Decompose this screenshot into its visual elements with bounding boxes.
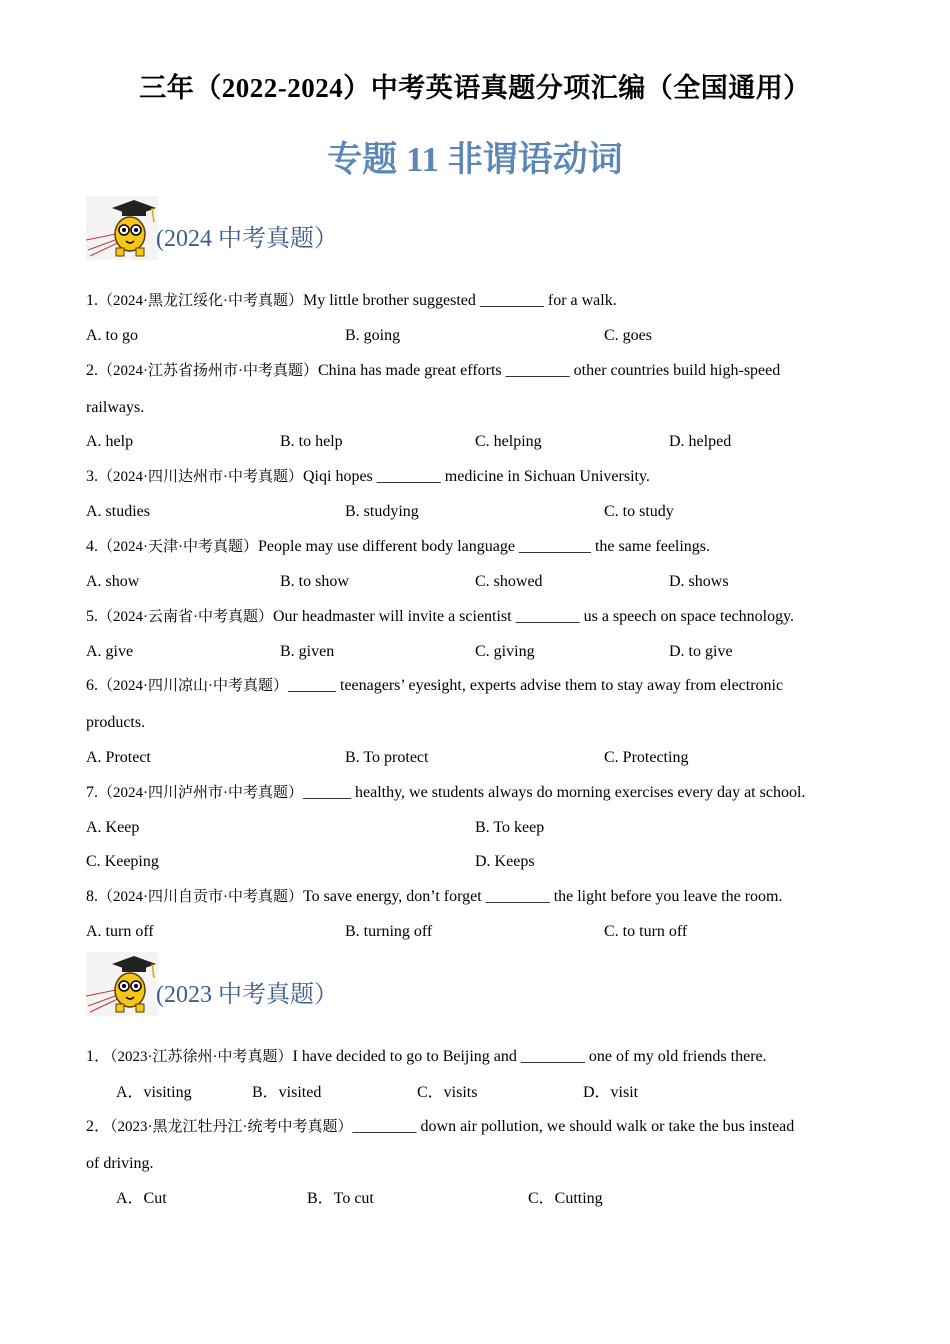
question-stem: 2．（2023·黑龙江牡丹江·统考中考真题）________ down air pollution, we should walk or take the bus instead xyxy=(86,1118,795,1135)
option: B．visited xyxy=(252,1084,322,1101)
document-subtitle: 专题 11 非谓语动词 xyxy=(327,140,623,179)
option: A. to go xyxy=(86,327,138,344)
option: D. Keeps xyxy=(475,853,535,870)
option: B. to show xyxy=(280,573,349,590)
option: D. helped xyxy=(669,433,732,450)
option: B. given xyxy=(280,643,335,660)
option: B. To keep xyxy=(475,819,545,836)
option: B. To protect xyxy=(345,749,429,766)
option: C. to turn off xyxy=(604,923,688,940)
option: C. to study xyxy=(604,503,674,520)
question-stem: 8.（2024·四川自贡市·中考真题）To save energy, don’t forget ________ the light before you leave the room. xyxy=(86,888,783,905)
question-stem: 1．（2023·江苏徐州·中考真题）I have decided to go to Beijing and ________ one of my old friends there. xyxy=(86,1048,767,1065)
option: B. turning off xyxy=(345,923,433,940)
option: B. going xyxy=(345,327,401,344)
option: A. give xyxy=(86,643,134,660)
graduate-mascot-icon xyxy=(86,952,158,1016)
question-stem: 2.（2024·江苏省扬州市·中考真题）China has made great efforts ________ other countries build high-speed xyxy=(86,362,781,379)
option: A. help xyxy=(86,433,134,450)
option: A．visiting xyxy=(116,1084,192,1101)
option: C．visits xyxy=(417,1084,478,1101)
option: A. show xyxy=(86,573,140,590)
question-stem-continued: products. xyxy=(86,714,146,731)
question-stem-continued: railways. xyxy=(86,399,145,416)
option: A. studies xyxy=(86,503,150,520)
option: C. Keeping xyxy=(86,853,159,870)
option: C．Cutting xyxy=(528,1190,603,1207)
graduate-mascot-icon xyxy=(86,196,158,260)
option: B. studying xyxy=(345,503,419,520)
option: C. helping xyxy=(475,433,542,450)
option: A. Protect xyxy=(86,749,151,766)
option: C. showed xyxy=(475,573,543,590)
question-stem: 6.（2024·四川凉山·中考真题）______ teenagers’ eyesight, experts advise them to stay away from electronic xyxy=(86,677,784,694)
option: B．To cut xyxy=(307,1190,374,1207)
question-stem: 4.（2024·天津·中考真题）People may use different body language _________ the same feelings. xyxy=(86,538,711,555)
option: A．Cut xyxy=(116,1190,167,1207)
option: D．visit xyxy=(583,1084,639,1101)
question-stem: 5.（2024·云南省·中考真题）Our headmaster will invite a scientist ________ us a speech on space technology. xyxy=(86,608,795,625)
question-stem: 1.（2024·黑龙江绥化·中考真题）My little brother suggested ________ for a walk. xyxy=(86,292,617,309)
document-title: 三年（2022-2024）中考英语真题分项汇编（全国通用） xyxy=(139,73,811,103)
question-stem-continued: of driving. xyxy=(86,1155,154,1172)
question-stem: 7.（2024·四川泸州市·中考真题）______ healthy, we students always do morning exercises every day at school. xyxy=(86,784,806,801)
option: D. to give xyxy=(669,643,733,660)
option: A. Keep xyxy=(86,819,140,836)
question-stem: 3.（2024·四川达州市·中考真题）Qiqi hopes ________ medicine in Sichuan University. xyxy=(86,468,650,485)
option: D. shows xyxy=(669,573,729,590)
option: C. goes xyxy=(604,327,652,344)
section-2023-label: (2023 中考真题） xyxy=(156,982,338,1008)
option: C. giving xyxy=(475,643,535,660)
section-2024-label: (2024 中考真题） xyxy=(156,226,338,252)
option: C. Protecting xyxy=(604,749,689,766)
option: A. turn off xyxy=(86,923,154,940)
option: B. to help xyxy=(280,433,343,450)
